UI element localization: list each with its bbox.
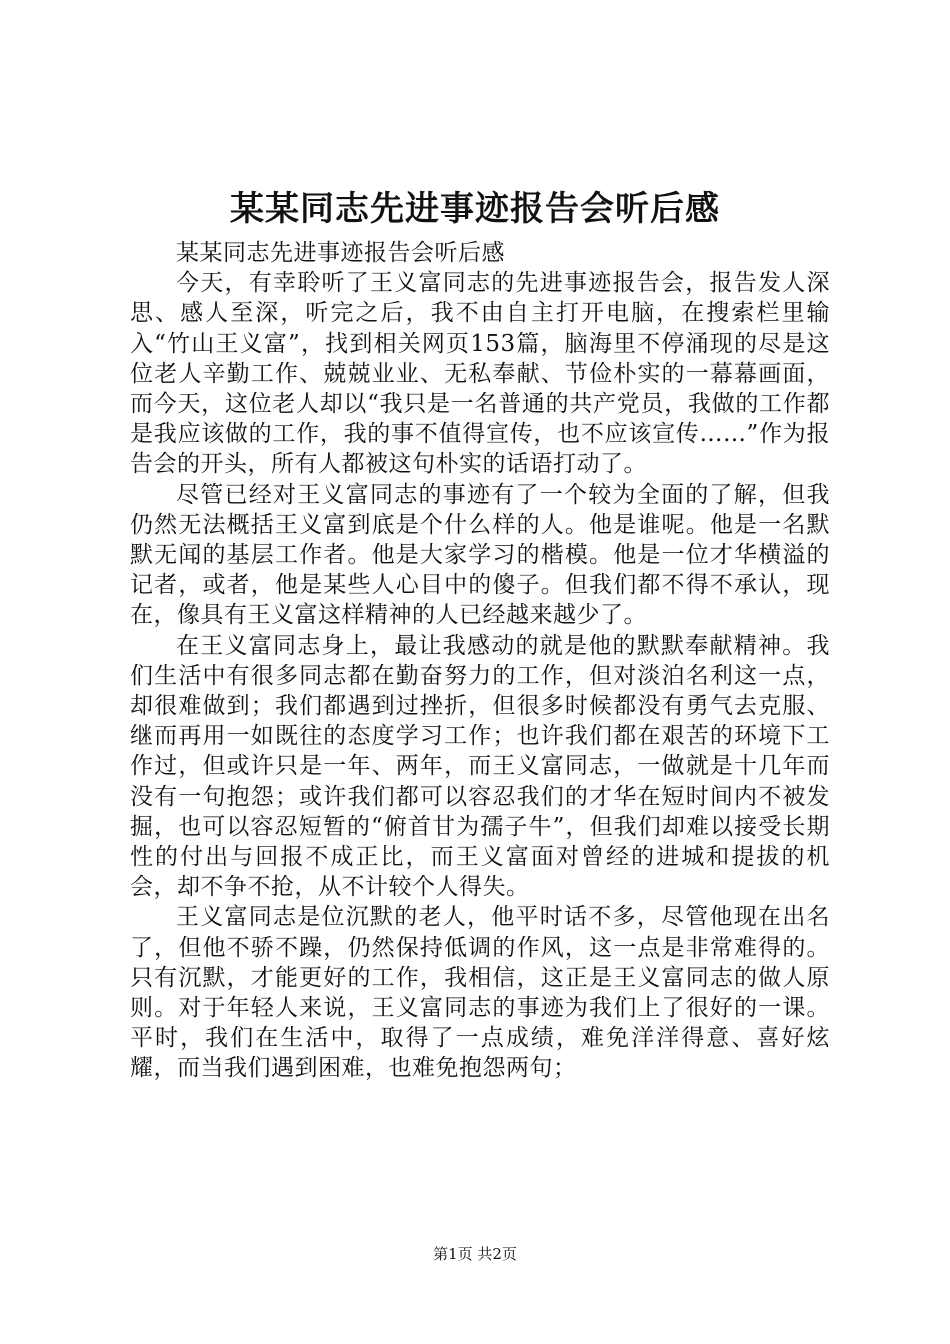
body-paragraph-4: 王义富同志是位沉默的老人，他平时话不多，尽管他现在出名了，但他不骄不躁，仍然保持低调的作风，这一点是非常难得的。只有沉默，才能更好的工作，我相信，这正是王义富同志的做人原则。对于年轻人来说，王义富同志的事迹为我们上了很好的一课。平时，我们在生活中，取得了一点成绩，难免洋洋得意、喜好炫耀，而当我们遇到困难，也难免抱怨两句； (130, 904, 830, 1082)
subtitle-paragraph: 某某同志先进事迹报告会听后感 (176, 240, 505, 266)
page-footer: 第1页 共2页 (433, 1245, 517, 1263)
document-body (130, 238, 830, 1084)
body-paragraph-3: 在王义富同志身上，最让我感动的就是他的默默奉献精神。我们生活中有很多同志都在勤奋努力的工作，但对淡泊名利这一点，却很难做到；我们都遇到过挫折，但很多时候都没有勇气去克服、继而再用一如既往的态度学习工作；也许我们都在艰苦的环境下工作过，但或许只是一年、两年，而王义富同志，一做就是十几年而没有一句抱怨；或许我们都可以容忍我们的才华在短时间内不被发掘，也可以容忍短暂的“俯首甘为孺子牛”，但我们却难以接受长期性的付出与回报不成正比，而王义富面对曾经的进城和提拔的机会，却不争不抢，从不计较个人得失。 (130, 632, 830, 901)
document-title: 某某同志先进事迹报告会听后感 (230, 189, 720, 229)
body-paragraph-2: 尽管已经对王义富同志的事迹有了一个较为全面的了解，但我仍然无法概括王义富到底是个什么样的人。他是谁呢。他是一名默默无闻的基层工作者。他是大家学习的楷模。他是一位才华横溢的记者，或者，他是某些人心目中的傻子。但我们都不得不承认，现在，像具有王义富这样精神的人已经越来越少了。 (130, 481, 830, 629)
body-paragraph-1: 今天，有幸聆听了王义富同志的先进事迹报告会，报告发人深思、感人至深，听完之后，我不由自主打开电脑，在搜索栏里输入“竹山王义富”，找到相关网页153篇，脑海里不停涌现的尽是这位老人辛勤工作、兢兢业业、无私奉献、节俭朴实的一幕幕画面，而今天，这位老人却以“我只是一名普通的共产党员，我做的工作都是我应该做的工作，我的事不值得宣传，也不应该宣传……”作为报告会的开头，所有人都被这句朴实的话语打动了。 (130, 270, 830, 478)
